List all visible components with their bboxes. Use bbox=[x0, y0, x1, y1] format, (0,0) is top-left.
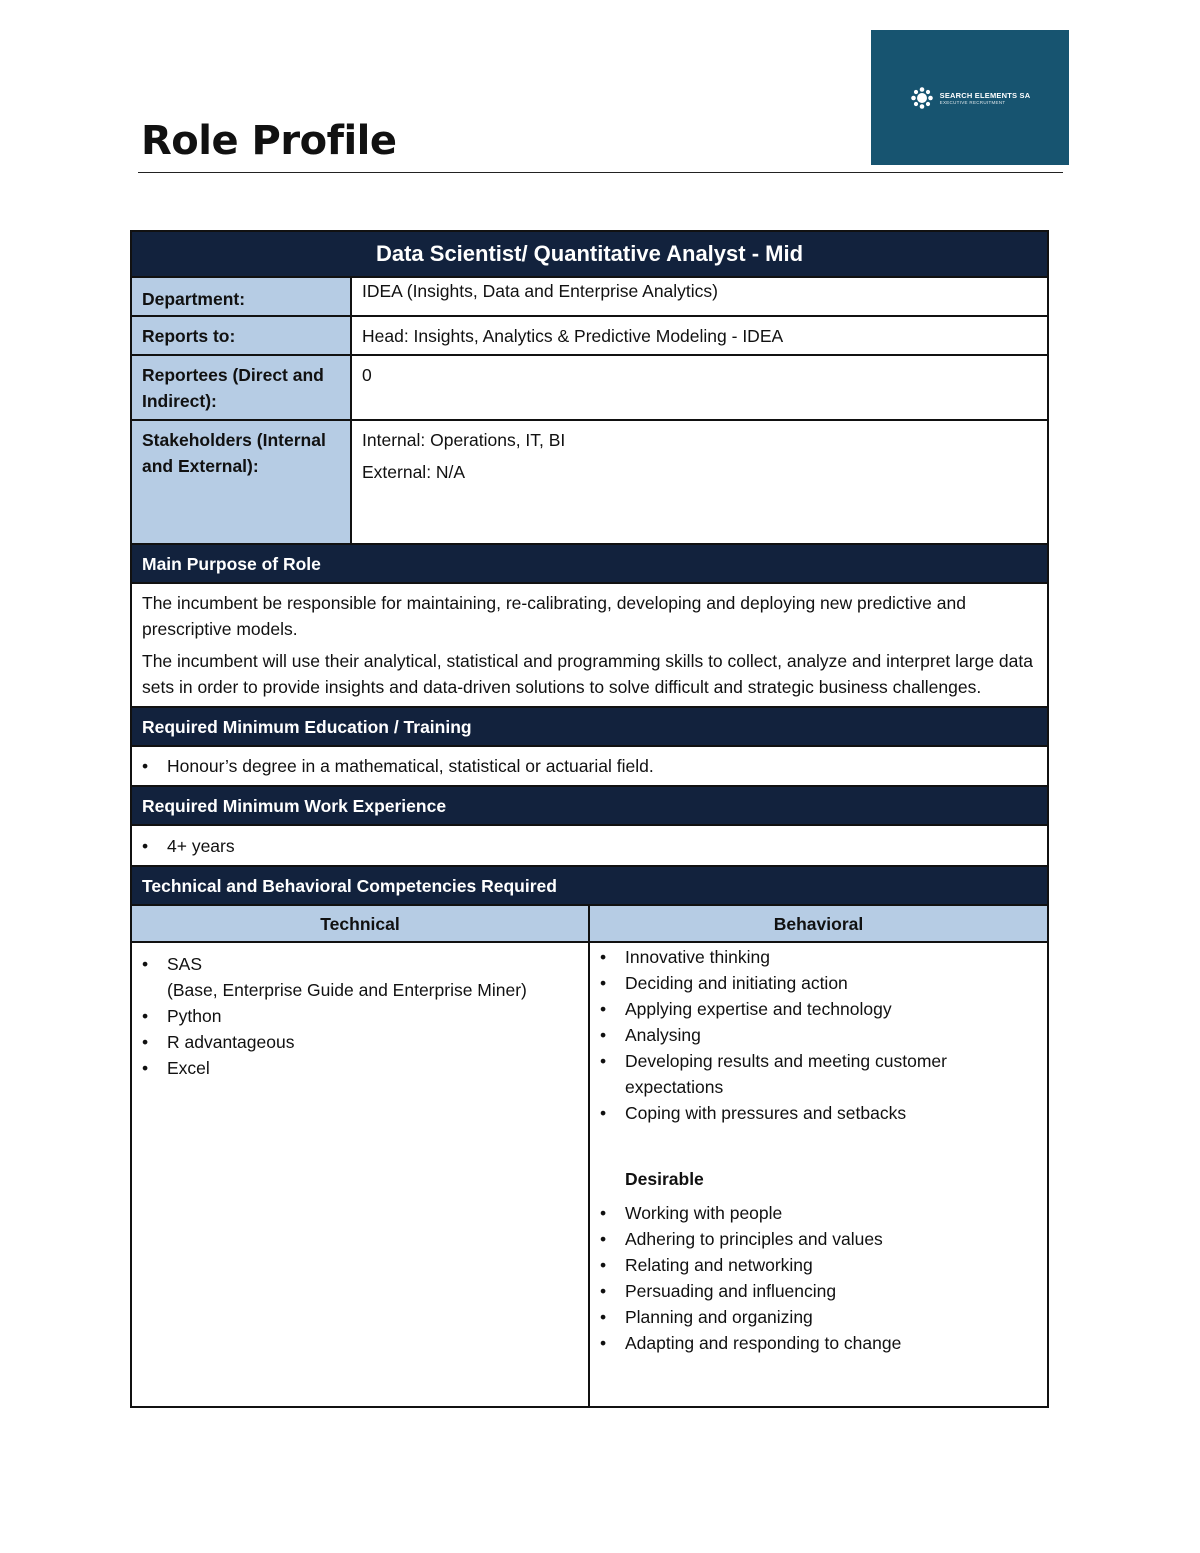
department-value: IDEA (Insights, Data and Enterprise Analytics) bbox=[351, 277, 1048, 316]
list-item: • Excel bbox=[132, 1055, 578, 1081]
page-title: Role Profile bbox=[141, 118, 397, 164]
role-profile-table bbox=[130, 230, 1049, 1408]
behavioral-competencies bbox=[589, 942, 1048, 1407]
technical-column-heading: Technical bbox=[131, 905, 589, 942]
list-item: • Innovative thinking bbox=[590, 944, 1037, 970]
department-label: Department: bbox=[131, 277, 351, 316]
list-item: • Persuading and influencing bbox=[590, 1278, 1037, 1304]
experience-heading: Required Minimum Work Experience bbox=[131, 786, 1048, 825]
logo-tagline: EXECUTIVE RECRUITMENT bbox=[939, 99, 1006, 105]
stakeholders-external: External: N/A bbox=[362, 462, 466, 482]
stakeholders-value bbox=[351, 420, 1048, 544]
role-title: Data Scientist/ Quantitative Analyst - Mid bbox=[131, 231, 1048, 277]
list-item: • Planning and organizing bbox=[590, 1304, 1037, 1330]
list-item: • Python bbox=[132, 1003, 578, 1029]
purpose-content bbox=[131, 583, 1048, 707]
list-item: • Relating and networking bbox=[590, 1252, 1037, 1278]
experience-content bbox=[131, 825, 1048, 866]
technical-competencies bbox=[131, 942, 589, 1407]
list-item: • 4+ years bbox=[132, 833, 1037, 859]
education-heading: Required Minimum Education / Training bbox=[131, 707, 1048, 746]
list-item: • Analysing bbox=[590, 1022, 1037, 1048]
list-item: • Coping with pressures and setbacks bbox=[590, 1100, 1037, 1126]
desirable-heading: Desirable bbox=[625, 1169, 704, 1189]
logo-name: SEARCH ELEMENTS SA bbox=[939, 90, 1031, 100]
list-item: • R advantageous bbox=[132, 1029, 578, 1055]
logo-emblem-icon bbox=[910, 86, 934, 110]
stakeholders-internal: Internal: Operations, IT, BI bbox=[362, 430, 566, 450]
reports-to-label: Reports to: bbox=[131, 316, 351, 355]
behavioral-column-heading: Behavioral bbox=[589, 905, 1048, 942]
list-item: • Working with people bbox=[590, 1200, 1037, 1226]
purpose-paragraph: The incumbent be responsible for maintaining, re-calibrating, developing and deploying new predictive and prescriptive models. bbox=[142, 593, 966, 639]
list-item: • Adapting and responding to change bbox=[590, 1330, 1037, 1356]
competencies-heading: Technical and Behavioral Competencies Required bbox=[131, 866, 1048, 905]
company-logo bbox=[871, 30, 1069, 165]
purpose-heading: Main Purpose of Role bbox=[131, 544, 1048, 583]
list-item: • Applying expertise and technology bbox=[590, 996, 1037, 1022]
education-content bbox=[131, 746, 1048, 786]
stakeholders-label: Stakeholders (Internal and External): bbox=[131, 420, 351, 544]
list-item: • Adhering to principles and values bbox=[590, 1226, 1037, 1252]
title-divider bbox=[138, 172, 1063, 173]
list-item: • Deciding and initiating action bbox=[590, 970, 1037, 996]
list-item: • SAS (Base, Enterprise Guide and Enterprise Miner) bbox=[132, 951, 578, 1003]
purpose-paragraph: The incumbent will use their analytical, statistical and programming skills to collect, analyze and interpret large data sets in order to provide insights and data-driven solutions to solve difficult and strategic business challenges. bbox=[142, 651, 1033, 697]
reportees-label: Reportees (Direct and Indirect): bbox=[131, 355, 351, 420]
list-item: • Honour’s degree in a mathematical, statistical or actuarial field. bbox=[132, 753, 1037, 779]
reports-to-value: Head: Insights, Analytics & Predictive Modeling - IDEA bbox=[351, 316, 1048, 355]
list-item: • Developing results and meeting customer expectations bbox=[590, 1048, 1037, 1100]
reportees-value: 0 bbox=[351, 355, 1048, 420]
